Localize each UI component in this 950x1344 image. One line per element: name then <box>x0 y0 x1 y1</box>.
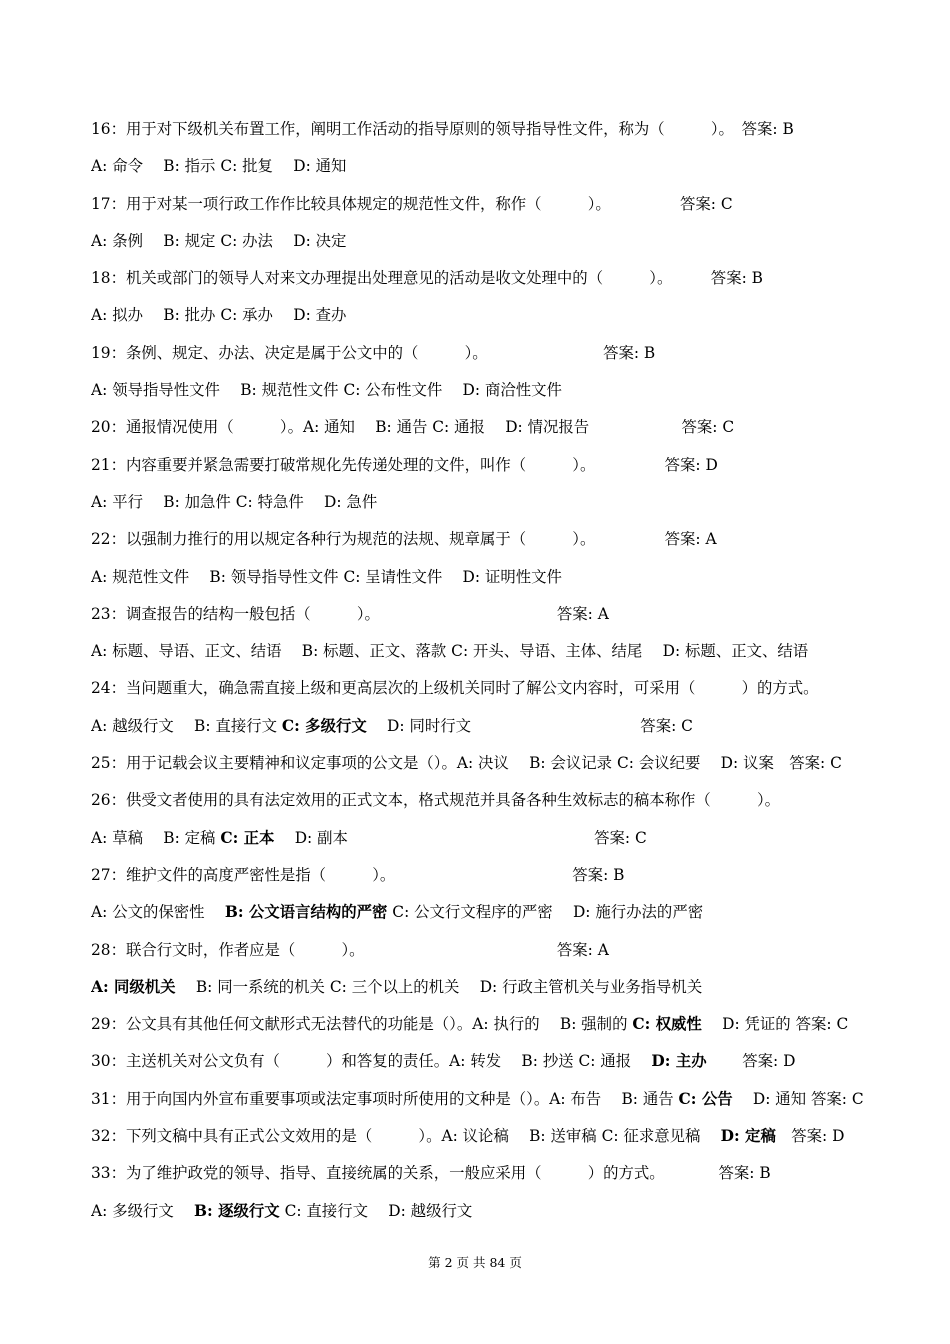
text-segment: A: 平行 B: 加急件 C: 特急件 D: 急件 <box>91 492 378 511</box>
text-segment: 20：通报情况使用（ ）。A: 通知 B: 通告 C: 通报 D: 情况报告 答案: C <box>91 418 735 437</box>
bold-answer-option: C: 正本 <box>220 828 275 847</box>
text-line <box>91 115 911 152</box>
bold-answer-option: A: 同级机关 <box>91 977 176 996</box>
text-segment: D: 通知 答案: C <box>732 1089 864 1108</box>
text-segment: 31：用于向国内外宣布重要事项或法定事项时所使用的文种是（）。A: 布告 B: 通告 <box>91 1089 679 1108</box>
text-segment: 16：用于对下级机关布置工作，阐明工作活动的指导原则的领导指导性文件，称为（ ）。 答案: B <box>91 120 794 138</box>
text-line <box>91 600 911 637</box>
text-segment: A: 命令 B: 指示 C: 批复 D: 通知 <box>91 157 347 176</box>
text-segment: 18：机关或部门的领导人对来文办理提出处理意见的活动是收文处理中的（ ）。 答案: B <box>91 269 763 288</box>
text-segment: 19：条例、规定、办法、决定是属于公文中的（ ）。 答案: B <box>91 343 656 362</box>
text-segment: 30：主送机关对公文负有（ ）和答复的责任。A: 转发 B: 抄送 C: 通报 <box>91 1052 652 1071</box>
text-segment: 26：供受文者使用的具有法定效用的正式文本，格式规范并具备各种生效标志的稿本称作（ ）。 <box>91 791 781 810</box>
text-segment: D: 副本 答案: C <box>274 828 647 847</box>
text-line <box>91 637 911 674</box>
text-line <box>91 264 911 301</box>
text-line <box>91 898 911 935</box>
text-segment: 29：公文具有其他任何文献形式无法替代的功能是（）。A: 执行的 B: 强制的 <box>91 1015 633 1034</box>
text-segment: D: 同时行文 答案: C <box>366 716 693 735</box>
text-segment: 27：维护文件的高度严密性是指（ ）。 答案: B <box>91 865 625 884</box>
page-footer: 第 2 页 共 84 页 <box>428 1255 522 1270</box>
text-segment: D: 凭证的 答案: C <box>701 1015 849 1034</box>
bold-answer-option: B: 公文语言结构的严密 <box>224 903 388 922</box>
text-line <box>91 413 911 450</box>
text-line <box>91 1010 911 1047</box>
text-line <box>91 712 911 749</box>
text-line <box>91 674 911 711</box>
text-segment: A: 领导指导性文件 B: 规范性文件 C: 公布性文件 D: 商洽性文件 <box>91 381 562 400</box>
text-line <box>91 1159 911 1196</box>
bold-answer-option: C: 公告 <box>678 1089 733 1108</box>
text-line <box>91 190 911 227</box>
text-line <box>91 227 911 264</box>
text-line <box>91 749 911 786</box>
text-line <box>91 339 911 376</box>
bold-answer-option: C: 权威性 <box>632 1015 702 1034</box>
text-segment: 24：当问题重大，确急需直接上级和更高层次的上级机关同时了解公文内容时，可采用（ ）的方式。 <box>91 679 819 698</box>
text-segment: 答案: D <box>706 1052 796 1071</box>
text-line <box>91 936 911 973</box>
text-line <box>91 824 911 861</box>
text-line <box>91 1047 911 1084</box>
text-line <box>91 1122 911 1159</box>
text-line <box>91 1197 911 1234</box>
text-segment: A: 公文的保密性 <box>91 903 225 922</box>
text-segment: 22：以强制力推行的用以规定各种行为规范的法规、规章属于（ ）。 答案: A <box>91 530 717 549</box>
text-segment: A: 草稿 B: 定稿 <box>91 828 221 847</box>
text-line <box>91 1085 911 1122</box>
text-line <box>91 973 911 1010</box>
text-segment: A: 规范性文件 B: 领导指导性文件 C: 呈请性文件 D: 证明性文件 <box>91 567 562 586</box>
text-line <box>91 786 911 823</box>
bold-answer-option: D: 定稿 <box>720 1127 776 1146</box>
text-segment: A: 条例 B: 规定 C: 办法 D: 决定 <box>91 231 347 250</box>
text-segment: A: 标题、导语、正文、结语 B: 标题、正文、落款 C: 开头、导语、主体、结尾 D: 标题、正文、结语 <box>91 642 809 661</box>
text-segment: 28：联合行文时，作者应是（ ）。 答案: A <box>91 940 609 959</box>
text-segment: 32：下列文稿中具有正式公文效用的是（ ）。A: 议论稿 B: 送审稿 C: 征求意见稿 <box>91 1127 721 1146</box>
text-segment: A: 越级行文 B: 直接行文 <box>91 716 282 735</box>
text-line <box>91 152 911 189</box>
text-segment: 21：内容重要并紧急需要打破常规化先传递处理的文件，叫作（ ）。 答案: D <box>91 455 718 474</box>
text-segment: A: 拟办 B: 批办 C: 承办 D: 查办 <box>91 306 347 325</box>
text-segment: B: 同一系统的机关 C: 三个以上的机关 D: 行政主管机关与业务指导机关 <box>175 977 703 996</box>
text-segment: C: 公文行文程序的严密 D: 施行办法的严密 <box>387 903 704 922</box>
text-line <box>91 525 911 562</box>
bold-answer-option: D: 主办 <box>651 1052 707 1071</box>
text-segment: 23：调查报告的结构一般包括（ ）。 答案: A <box>91 604 609 623</box>
text-segment: 17：用于对某一项行政工作作比较具体规定的规范性文件，称作（ ）。 答案: C <box>91 194 733 213</box>
bold-answer-option: C: 多级行文 <box>281 716 367 735</box>
text-line <box>91 861 911 898</box>
text-line <box>91 488 911 525</box>
text-segment: C: 直接行文 D: 越级行文 <box>279 1201 473 1220</box>
text-segment: 答案: D <box>775 1127 845 1146</box>
text-segment: 33：为了维护政党的领导、指导、直接统属的关系，一般应采用（ ）的方式。 答案: B <box>91 1164 771 1183</box>
bold-answer-option: B: 逐级行文 <box>194 1201 280 1220</box>
text-segment: 25：用于记载会议主要精神和议定事项的公文是（）。A: 决议 B: 会议记录 C: 会议纪要 D: 议案 答案: C <box>91 754 842 773</box>
text-line <box>91 451 911 488</box>
text-line <box>91 376 911 413</box>
text-line <box>91 301 911 338</box>
question-list <box>91 115 911 1234</box>
text-segment: A: 多级行文 <box>91 1201 195 1220</box>
text-line <box>91 563 911 600</box>
